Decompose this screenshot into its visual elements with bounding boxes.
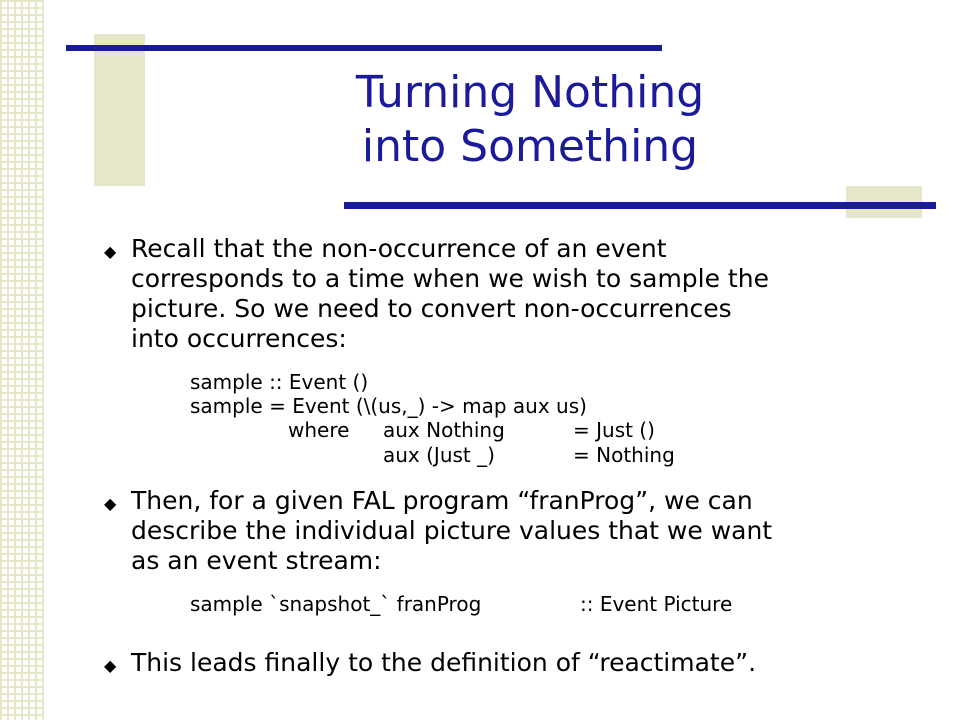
bullet-line: picture. So we need to convert non-occurrences: [131, 294, 732, 323]
slide-title-line-2: into Something: [361, 121, 699, 172]
title-rule-bottom: [344, 202, 936, 209]
code-aux-just-rhs: = Nothing: [573, 443, 675, 467]
slide-title-line-1: Turning Nothing: [355, 67, 705, 118]
slide-title: [160, 66, 900, 174]
code-line-sample-def: sample = Event (\(us,_) -> map aux us): [190, 394, 587, 418]
code-line-sample-type: sample :: Event (): [190, 370, 369, 394]
bullet-line: corresponds to a time when we wish to sample the: [131, 264, 769, 293]
bullet-text-3: [131, 648, 756, 678]
title-rule-top: [66, 45, 662, 51]
code-keyword-where: where: [288, 418, 350, 442]
bullet-line: into occurrences:: [131, 324, 347, 353]
code-aux-nothing-lhs: aux Nothing: [383, 418, 505, 442]
diamond-bullet-icon: ◆: [104, 242, 117, 261]
bullet-line: This leads finally to the definition of “reactimate”.: [131, 648, 757, 677]
diamond-bullet-icon: ◆: [104, 656, 117, 675]
bullet-text-1: [131, 234, 769, 354]
code-snapshot-expr: sample `snapshot_` franProg: [190, 592, 482, 616]
diamond-bullet-icon: ◆: [104, 494, 117, 513]
bullet-line: Then, for a given FAL program “franProg”, we can: [131, 486, 753, 515]
bullet-line: as an event stream:: [131, 546, 382, 575]
bullet-line: describe the individual picture values that we want: [131, 516, 773, 545]
code-aux-nothing-rhs: = Just (): [573, 418, 655, 442]
bullet-line: Recall that the non-occurrence of an event: [131, 234, 667, 263]
code-aux-just-lhs: aux (Just _): [383, 443, 495, 467]
title-decoration-block-left: [94, 34, 145, 186]
bullet-text-2: [131, 486, 772, 576]
striped-side-bar: [0, 0, 44, 720]
code-snapshot-sig: :: Event Picture: [580, 592, 733, 616]
